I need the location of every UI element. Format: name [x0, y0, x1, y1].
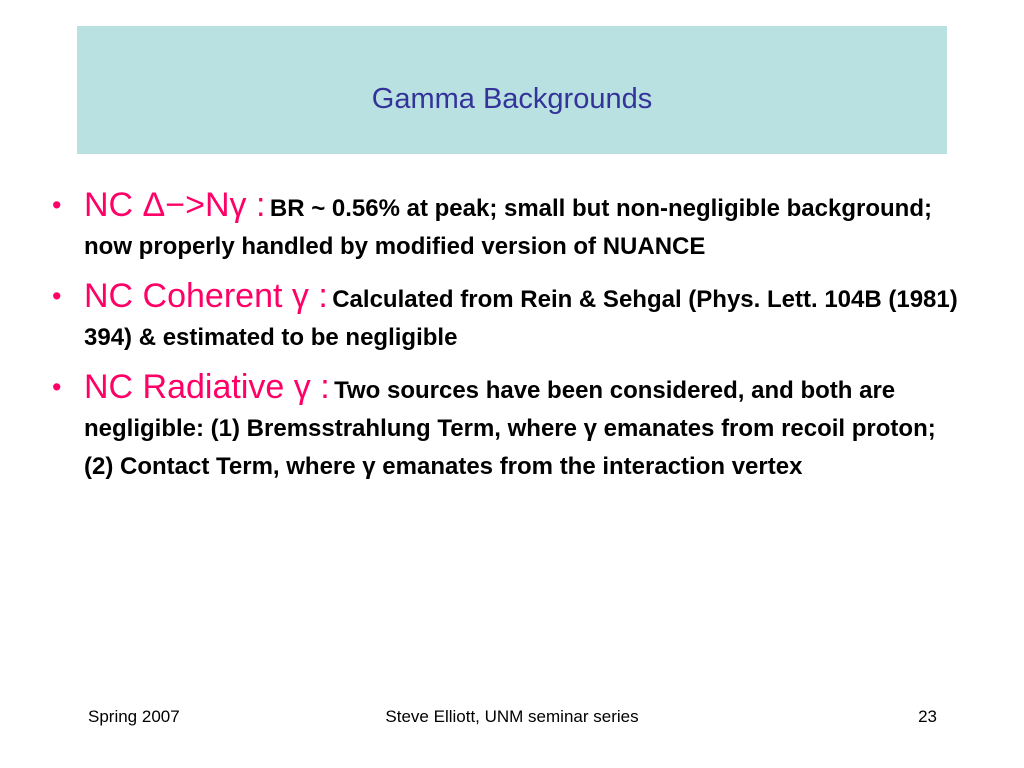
- footer-presenter: Steve Elliott, UNM seminar series: [385, 707, 639, 726]
- footer-date: Spring 2007: [88, 707, 180, 726]
- bullet-dot-icon: •: [52, 190, 62, 220]
- bullet-detail: Two sources have been considered, and both are negligible: (1) Bremsstrahlung Term, where γ emanates from recoil proton; (2) Contact Term, where γ emanates from the interaction vertex: [84, 377, 936, 480]
- bullet-detail: Calculated from Rein & Sehgal (Phys. Lett. 104B (1981) 394) & estimated to be negligible: [84, 286, 958, 351]
- bullet-item-delta: [44, 188, 964, 267]
- bullet-item-radiative: [44, 370, 964, 487]
- bullet-heading: NC Radiative γ :: [84, 368, 330, 406]
- bullet-list: [44, 188, 964, 499]
- bullet-heading: NC Δ−>Nγ :: [84, 186, 266, 224]
- page-number: 23: [918, 707, 937, 726]
- title-banner: [77, 26, 947, 154]
- bullet-heading: NC Coherent γ :: [84, 277, 328, 315]
- bullet-dot-icon: •: [52, 372, 62, 402]
- bullet-dot-icon: •: [52, 281, 62, 311]
- bullet-item-coherent: [44, 279, 964, 358]
- slide-title: Gamma Backgrounds: [371, 83, 653, 115]
- bullet-detail: BR ~ 0.56% at peak; small but non-negligible background; now properly handled by modified version of NUANCE: [84, 195, 932, 260]
